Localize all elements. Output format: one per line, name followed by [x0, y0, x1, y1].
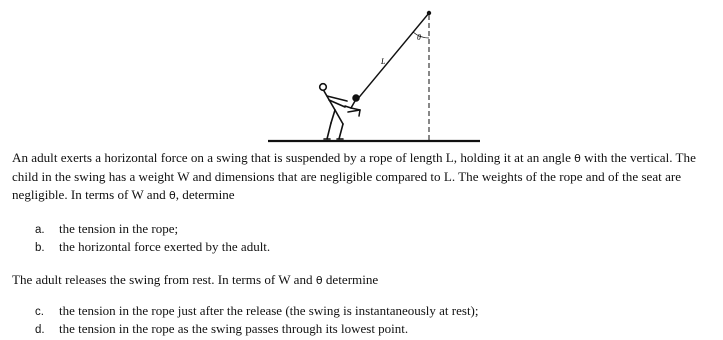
rope-length-label: L	[381, 57, 386, 66]
item-text: the tension in the rope as the swing passes through its lowest point.	[59, 320, 409, 336]
swing-diagram-svg	[265, 4, 485, 144]
item-text: the horizontal force exerted by the adult.	[59, 238, 271, 254]
theta-symbol: θ	[168, 189, 176, 202]
swing-diagram	[265, 4, 485, 144]
theta-symbol: θ	[315, 274, 323, 287]
part-list-2	[35, 303, 479, 338]
list-item	[35, 239, 270, 257]
item-marker: a.	[35, 224, 45, 236]
item-marker: c.	[35, 306, 44, 318]
rope	[356, 13, 429, 101]
angle-label: θ	[417, 33, 421, 42]
item-text: the tension in the rope;	[59, 221, 179, 236]
problem-intro: An adult exerts a horizontal force on a swing that is suspended by a rope of length L, holding it at an angle θ with the vertical. The child in the swing has a weight W and dimensions that are negligible compared to L. The weights of the rope and of the seat are negligible. In terms of W and θ, determine	[12, 150, 696, 202]
item-marker: b.	[35, 241, 45, 254]
list-item	[35, 221, 270, 239]
child-figure	[345, 95, 360, 116]
angle-arc	[413, 32, 429, 38]
theta-symbol: θ	[574, 152, 581, 165]
item-marker: d.	[35, 323, 45, 336]
adult-figure	[320, 84, 347, 139]
list-item	[35, 321, 479, 339]
item-text: the tension in the rope just after the release (the swing is instantaneously at rest);	[59, 303, 479, 318]
part-list-1	[35, 221, 270, 256]
list-item	[35, 303, 479, 321]
release-paragraph: The adult releases the swing from rest. In terms of W and θ determine	[12, 272, 379, 287]
